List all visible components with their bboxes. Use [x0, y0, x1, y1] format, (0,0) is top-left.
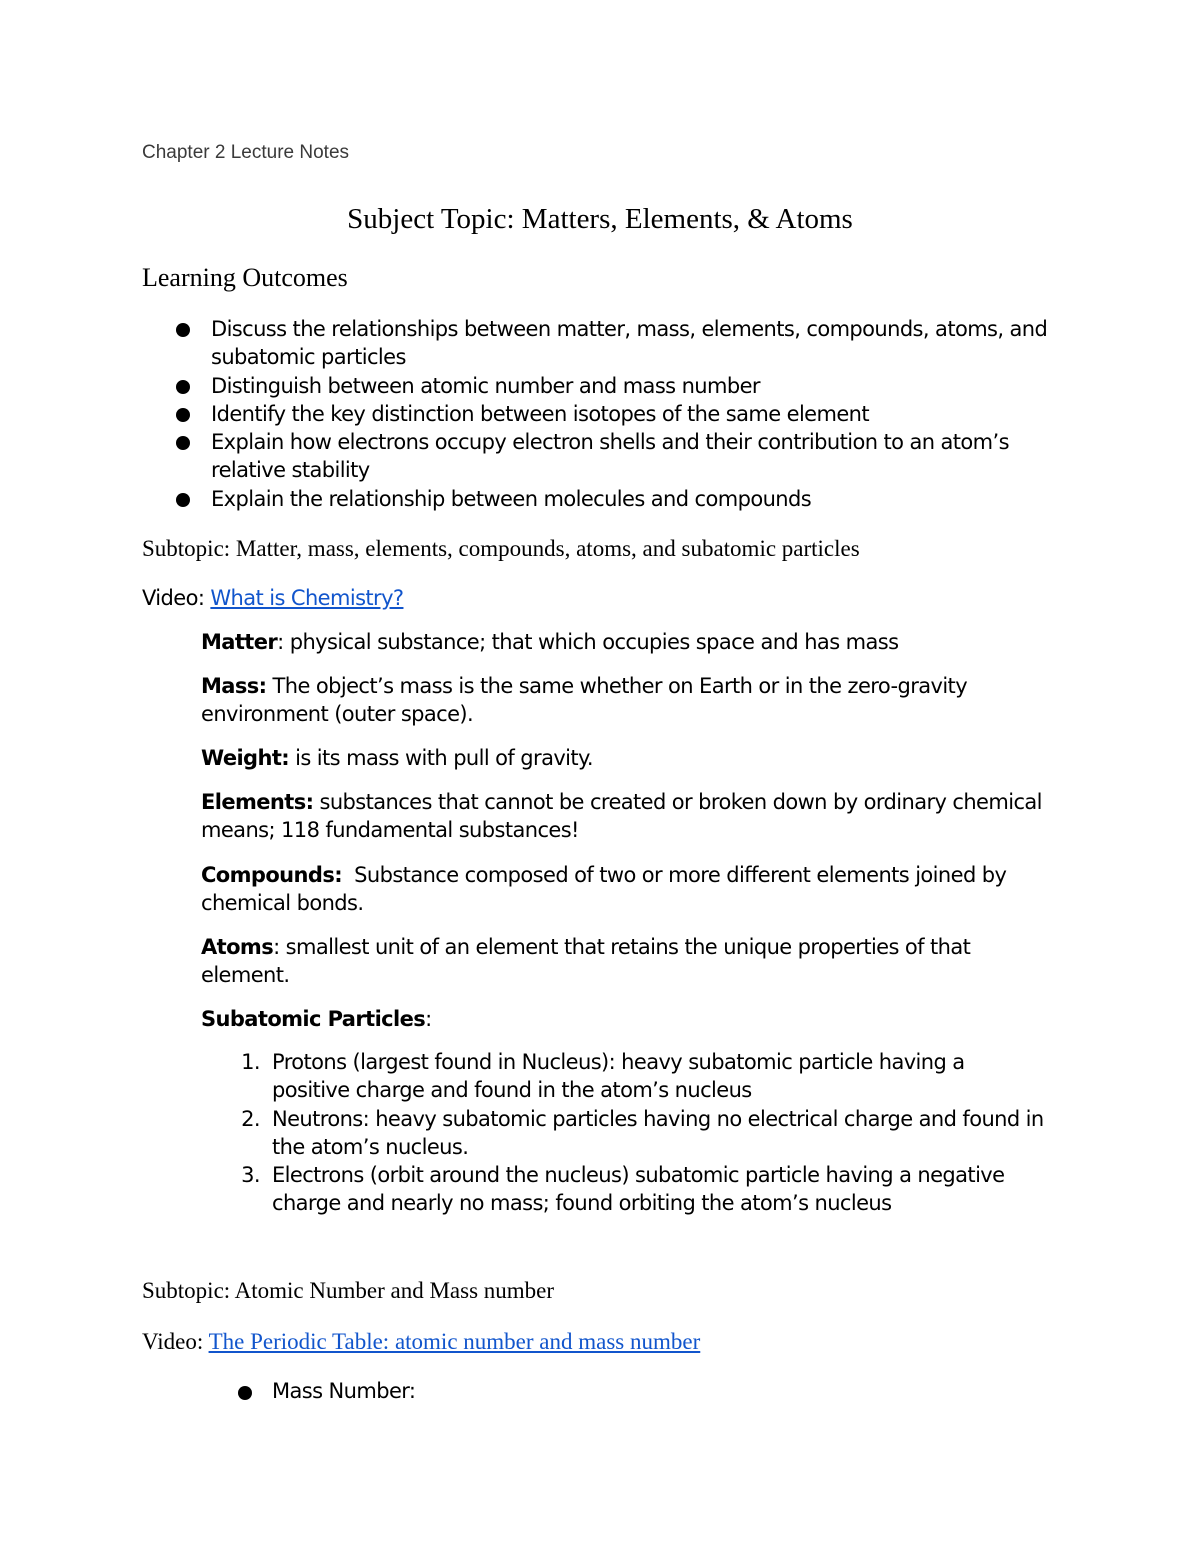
list-item: Mass Number: [272, 1379, 416, 1403]
subatomic-particles-heading: Subatomic Particles: [201, 1007, 432, 1031]
definition-text-continuation: element. [201, 963, 290, 987]
definition-term: Elements: [201, 790, 314, 814]
page-title: Subject Topic: Matters, Elements, & Atoms [347, 203, 853, 235]
list-item: Identify the key distinction between isotopes of the same element [211, 402, 870, 426]
definition-term: Matter [201, 630, 278, 654]
list-item: Explain the relationship between molecules and compounds [211, 487, 812, 511]
subtopic-heading: Subtopic: Atomic Number and Mass number [142, 1278, 555, 1303]
definition-text-continuation: chemical bonds. [201, 891, 364, 915]
learning-outcomes-heading: Learning Outcomes [142, 263, 348, 292]
list-item-continuation: subatomic particles [211, 345, 406, 369]
list-number: 2. [241, 1107, 260, 1131]
definition-text-continuation: environment (outer space). [201, 702, 474, 726]
bullet-icon [176, 436, 190, 450]
list-number: 1. [241, 1050, 260, 1074]
bullet-icon [238, 1386, 252, 1400]
bullet-icon [176, 380, 190, 394]
definition-elements [201, 788, 1042, 816]
list-item: Electrons (orbit around the nucleus) subatomic particle having a negative [272, 1163, 1005, 1187]
definition-term: Compounds: [201, 863, 343, 887]
list-item: Distinguish between atomic number and mass number [211, 374, 760, 398]
chapter-header: Chapter 2 Lecture Notes [142, 142, 350, 163]
video-line [142, 1329, 700, 1355]
list-item: Explain how electrons occupy electron shells and their contribution to an atom’s [211, 430, 1009, 454]
definition-text: Substance composed of two or more different elements joined by [354, 863, 1007, 887]
list-item: Protons (largest found in Nucleus): heavy subatomic particle having a [272, 1050, 965, 1074]
definition-text: substances that cannot be created or broken down by ordinary chemical [319, 790, 1042, 814]
list-item: Discuss the relationships between matter, mass, elements, compounds, atoms, and [211, 317, 1048, 341]
list-item-continuation: positive charge and found in the atom’s nucleus [272, 1078, 752, 1102]
list-item-continuation: relative stability [211, 458, 370, 482]
definition-atoms: Atoms: smallest unit of an element that retains the unique properties of that [201, 935, 971, 959]
definition-text: The object’s mass is the same whether on Earth or in the zero-gravity [272, 674, 968, 698]
definition-matter: Matter: physical substance; that which occupies space and has mass [201, 630, 899, 654]
video-link-periodic-table[interactable]: The Periodic Table: atomic number and mass number [208, 1329, 701, 1354]
definition-text-continuation: means; 118 fundamental substances! [201, 818, 579, 842]
definition-weight [201, 744, 593, 772]
video-label: Video: [142, 1329, 209, 1354]
list-item-continuation: charge and nearly no mass; found orbiting the atom’s nucleus [272, 1191, 892, 1215]
definition-term: Mass: [201, 674, 267, 698]
definition-text: physical substance; that which occupies space and has mass [289, 630, 899, 654]
bullet-icon [176, 323, 190, 337]
bullet-icon [176, 493, 190, 507]
definition-text: smallest unit of an element that retains the unique properties of that [285, 935, 971, 959]
definition-compounds [201, 861, 1006, 889]
video-link-what-is-chemistry[interactable]: What is Chemistry? [210, 586, 404, 610]
definition-term: Atoms [201, 935, 274, 959]
list-item-continuation: the atom’s nucleus. [272, 1135, 469, 1159]
bullet-icon [176, 408, 190, 422]
definition-mass [201, 672, 967, 700]
list-number: 3. [241, 1163, 260, 1187]
video-line [142, 584, 403, 612]
definition-term: Weight: [201, 746, 290, 770]
list-item: Neutrons: heavy subatomic particles having no electrical charge and found in [272, 1107, 1044, 1131]
subtopic-heading: Subtopic: Matter, mass, elements, compounds, atoms, and subatomic particles [142, 536, 860, 561]
video-label: Video: [142, 586, 211, 610]
definition-text: is its mass with pull of gravity. [295, 746, 593, 770]
